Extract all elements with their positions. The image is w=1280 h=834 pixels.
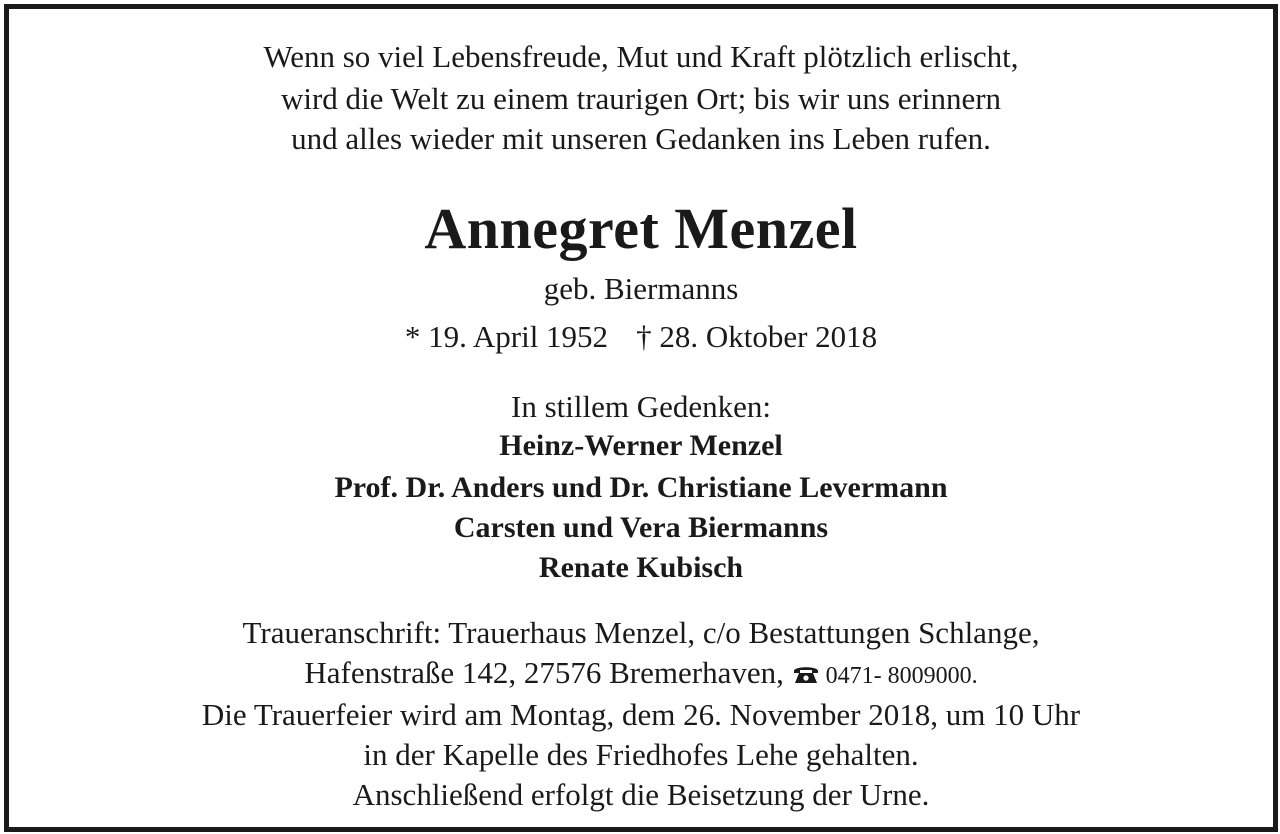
birth-name: geb. Biermanns: [543, 271, 739, 306]
ceremony-line-1: Die Trauerfeier wird am Montag, dem 26. November 2018, um 10 Uhr: [201, 697, 1081, 732]
poem-line-2: wird die Welt zu einem traurigen Ort; bis wir uns erinnern: [280, 81, 1002, 116]
mourners-intro: In stillem Gedenken:: [511, 389, 771, 424]
poem-line-3: und alles wieder mit unseren Gedanken ins Leben rufen.: [291, 121, 991, 156]
telephone-icon: [792, 663, 820, 685]
address-line-1: Traueranschrift: Trauerhaus Menzel, c/o Bestattungen Schlange,: [242, 615, 1040, 650]
ceremony-line-3: Anschließend erfolgt die Beisetzung der Urne.: [352, 777, 930, 812]
obituary-frame: [4, 4, 1278, 832]
mourner-name: Renate Kubisch: [538, 551, 744, 584]
birth-date: * 19. April 1952: [404, 319, 609, 354]
ceremony-line-2: in der Kapelle des Friedhofes Lehe gehalten.: [363, 737, 919, 772]
life-dates: [9, 319, 1273, 355]
address-line-2: [9, 655, 1273, 691]
mourner-name: Carsten und Vera Biermanns: [453, 511, 829, 544]
mourner-name: Heinz-Werner Menzel: [499, 429, 783, 462]
mourner-name: Prof. Dr. Anders und Dr. Christiane Levermann: [334, 471, 948, 504]
deceased-name: Annegret Menzel: [424, 196, 858, 261]
obituary-content: [9, 9, 1273, 827]
poem-line-1: Wenn so viel Lebensfreude, Mut und Kraft plötzlich erlischt,: [263, 39, 1019, 74]
death-date: † 28. Oktober 2018: [636, 319, 878, 354]
phone-number: 0471- 8009000.: [825, 663, 978, 689]
address-street: Hafenstraße 142, 27576 Bremerhaven,: [304, 655, 784, 690]
